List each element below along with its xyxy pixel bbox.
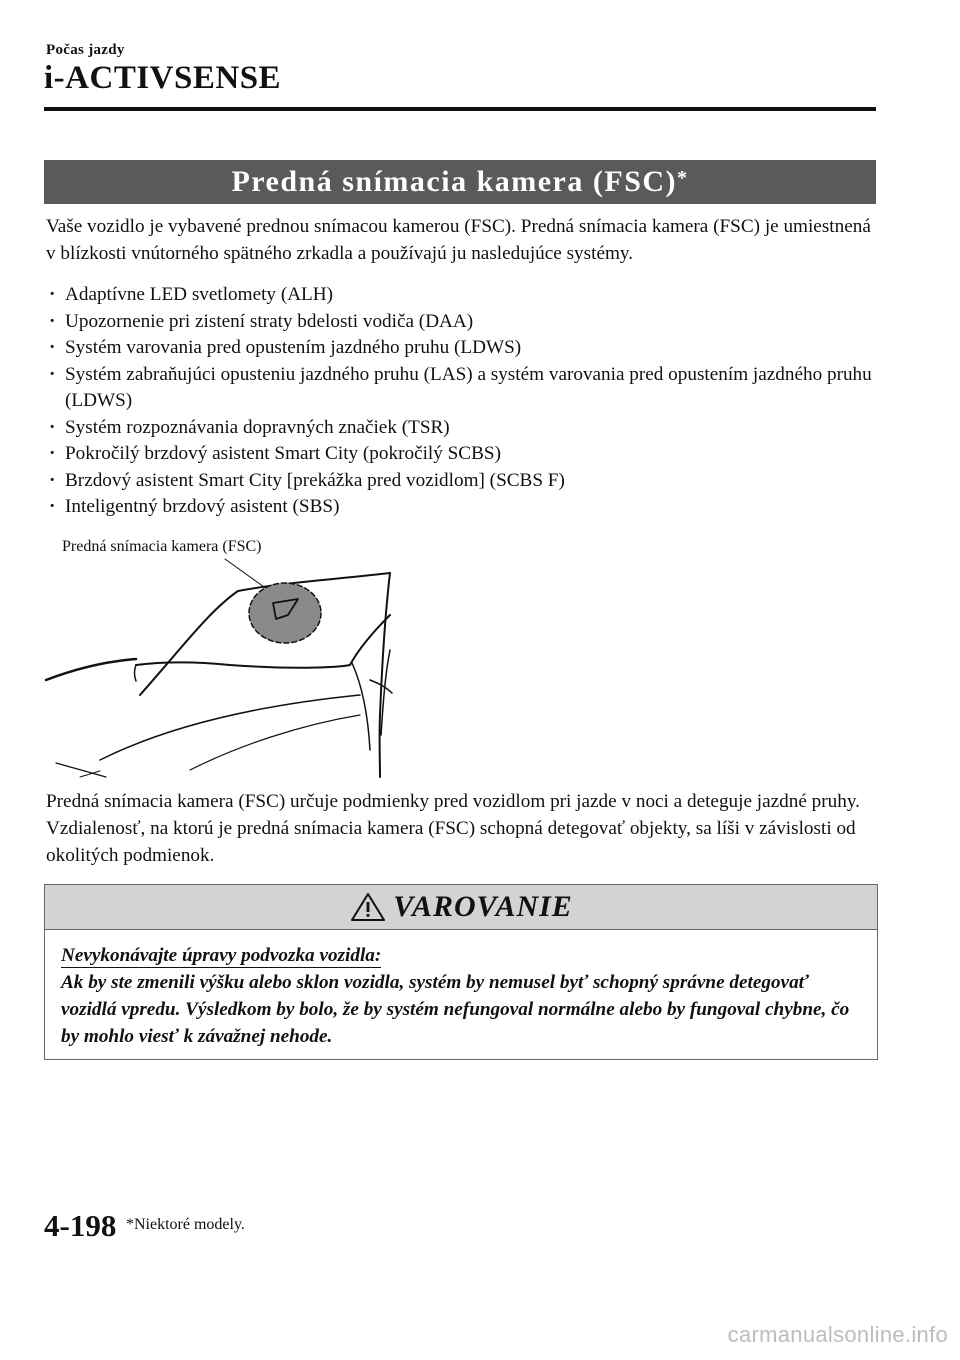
section-title: Predná snímacia kamera (FSC) [231,165,678,198]
intro-paragraph: Vaše vozidlo je vybavené prednou snímacou kamerou (FSC). Predná snímacia kamera (FSC) je umiestnená v blízkosti vnútorného spätného zrkadla a používajú ju nasledujúce systémy. [46,216,871,264]
hood-crease [100,695,360,760]
list-item: · Adaptívne LED svetlomety (ALH) [46,282,880,309]
footnote: *Niektoré modely. [126,1216,245,1233]
hood-crease-2 [190,715,360,770]
page-number: 4-198 [44,1208,117,1243]
figure-caption: Predná snímacia kamera (FSC) [62,538,262,555]
body-paragraph: Predná snímacia kamera (FSC) určuje podmienky pred vozidlom pri jazde v noci a deteguje jazdné pruhy. Vzdialenosť, na ktorú je predná snímacia kamera (FSC) schopná detegovať objekty, sa líši v závislosti od okolitých podmienok. [46,791,860,866]
warning-body [45,930,877,1050]
windshield-inner-line [135,665,137,681]
warning-title: VAROVANIE [393,890,573,923]
warning-box [44,884,878,1060]
list-item: · Pokročilý brzdový asistent Smart City (pokročilý SCBS) [46,441,880,468]
header-rule [44,107,876,111]
title-footnote-marker: * [677,166,689,189]
list-item: · Systém rozpoznávania dopravných značiek (TSR) [46,415,880,442]
warning-text: Ak by ste zmenili výšku alebo sklon vozidla, systém by nemusel byť schopný správne detegovať vozidlá vpredu. Výsledkom by bolo, že by systém nefungoval normálne alebo by fungoval chybne, čo by mohlo viesť k závažnej nehode. [61,972,850,1047]
list-item: · Upozornenie pri zistení straty bdelosti vodiča (DAA) [46,309,880,336]
list-item: · Inteligentný brzdový asistent (SBS) [46,494,880,521]
systems-list [46,282,880,521]
section-label: Počas jazdy [46,42,125,58]
door-line [352,663,370,750]
list-item: · Systém varovania pred opustením jazdného pruhu (LDWS) [46,335,880,362]
list-item: · Brzdový asistent Smart City [prekážka pred vozidlom] (SCBS F) [46,468,880,495]
list-item: · Systém zabraňujúci opusteniu jazdného pruhu (LAS) a systém varovania pred opustením jazdného pruhu (LDWS) [46,362,880,415]
ground-line [56,763,106,777]
windshield-camera-illustration [40,555,400,780]
watermark: carmanualsonline.info [727,1322,948,1347]
warning-triangle-icon [349,891,387,923]
section-title-bar [44,160,876,204]
side-pillar [380,573,390,777]
hood-edge [46,659,136,680]
warning-header [45,885,877,930]
warning-subhead: Nevykonávajte úpravy podvozka vozidla: [61,945,382,966]
chapter-title: i-ACTIVSENSE [44,60,282,96]
